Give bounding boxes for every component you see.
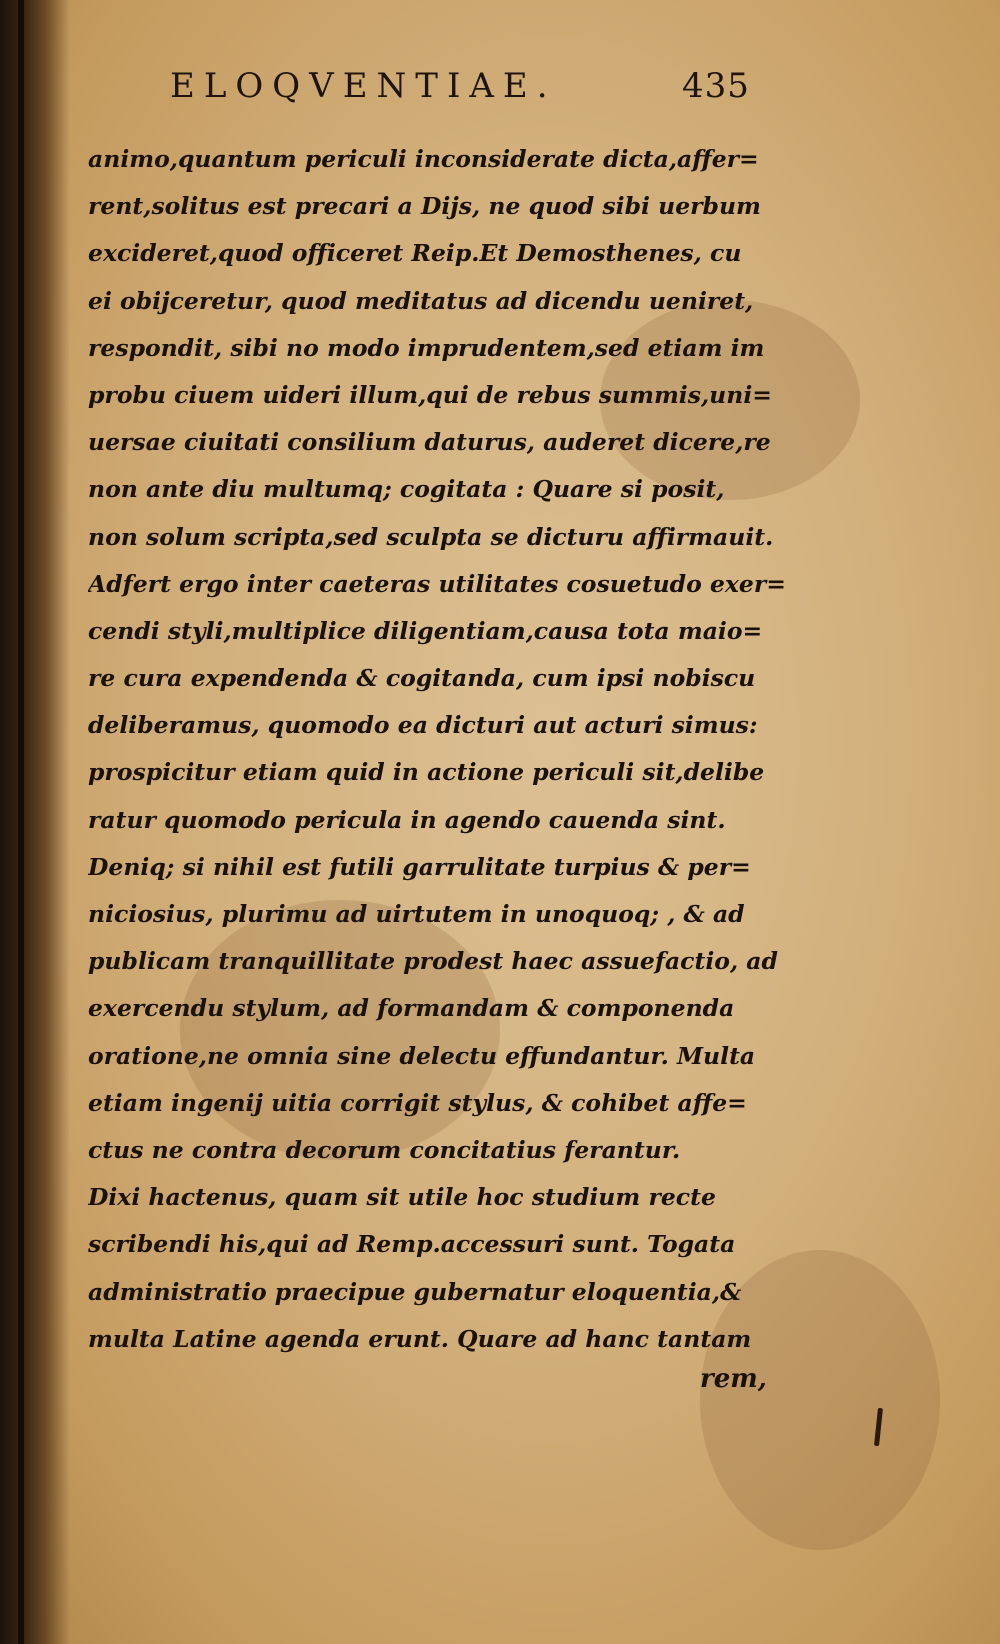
catchword: rem, <box>700 1364 767 1394</box>
text-line: rent,solitus est precari a Dijs, ne quod sibi uerbum <box>88 192 761 221</box>
text-line: etiam ingenij uitia corrigit stylus, & cohibet affe= <box>88 1088 747 1117</box>
text-line: respondit, sibi no modo imprudentem,sed etiam im <box>88 333 765 362</box>
text-line: administratio praecipue gubernatur eloquentia,& <box>88 1277 742 1306</box>
gutter-edge <box>18 0 24 1644</box>
text-line: non solum scripta,sed sculpta se dicturu affirmauit. <box>88 522 774 551</box>
text-line: prospicitur etiam quid in actione periculi sit,delibe <box>88 758 765 787</box>
text-line: ei obijceretur, quod meditatus ad dicendu ueniret, <box>88 286 754 315</box>
page-number: 435 <box>682 66 750 106</box>
text-line: Adfert ergo inter caeteras utilitates cosuetudo exer= <box>88 569 786 598</box>
text-line: exercendu stylum, ad formandam & componenda <box>88 994 735 1023</box>
text-line: animo,quantum periculi inconsiderate dicta,affer= <box>88 145 759 173</box>
text-line: niciosius, plurimu ad uirtutem in unoquoq; , & ad <box>88 900 745 928</box>
text-line: publicam tranquillitate prodest haec assuefactio, ad <box>88 947 778 976</box>
running-head-title: ELOQVENTIAE. <box>170 66 557 106</box>
text-line: probu ciuem uideri illum,qui de rebus summis,uni= <box>88 380 772 409</box>
text-line: Dixi hactenus, quam sit utile hoc studium recte <box>88 1183 716 1212</box>
text-line: uersae ciuitati consilium daturus, auderet dicere,re <box>88 428 771 457</box>
text-line: ratur quomodo pericula in agendo cauenda sint. <box>88 805 726 834</box>
text-line: re cura expendenda & cogitanda, cum ipsi nobiscu <box>88 664 756 693</box>
text-line: oratione,ne omnia sine delectu effundantur. Multa <box>88 1041 756 1070</box>
text-line: Deniq; si nihil est futili garrulitate turpius & per= <box>88 852 751 881</box>
text-line: multa Latine agenda erunt. Quare ad hanc tantam <box>88 1324 752 1353</box>
binding-gutter <box>0 0 70 1644</box>
text-line: excideret,quod officeret Reip.Et Demosthenes, cu <box>88 239 742 268</box>
text-line: cendi styli,multiplice diligentiam,causa tota maio= <box>88 616 763 645</box>
text-line: deliberamus, quomodo ea dicturi aut acturi simus: <box>88 711 758 740</box>
text-line: ctus ne contra decorum concitatius ferantur. <box>88 1135 681 1164</box>
text-line: scribendi his,qui ad Remp.accessuri sunt. Togata <box>88 1230 736 1259</box>
body-text <box>88 136 788 1363</box>
text-line: non ante diu multumq; cogitata : Quare si posit, <box>88 475 725 504</box>
